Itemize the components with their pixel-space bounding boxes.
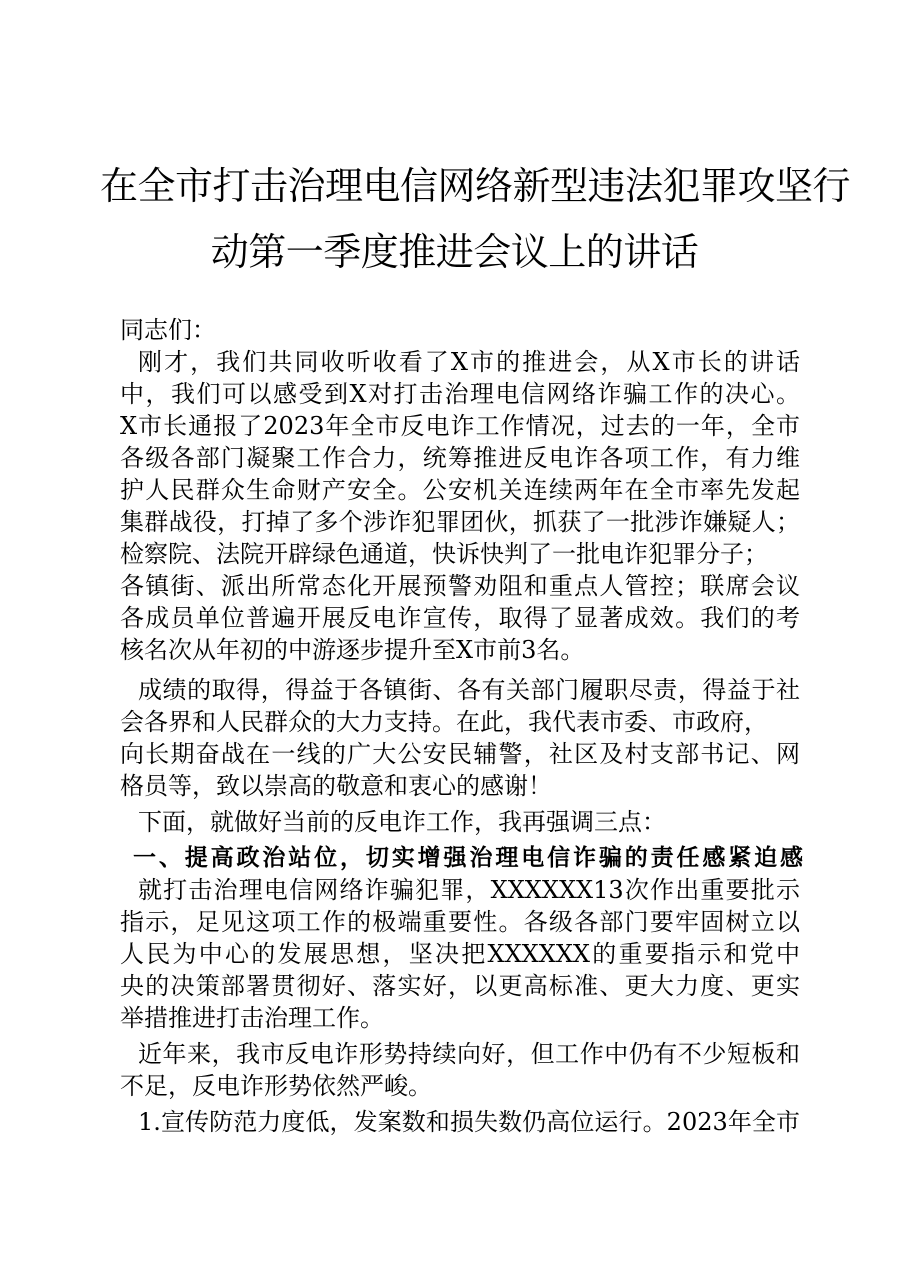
body-line: 下面，就做好当前的反电诈工作，我再强调三点： bbox=[138, 808, 666, 836]
body-line: 各级各部门凝聚工作合力，统筹推进反电诈各项工作，有力维 bbox=[120, 444, 800, 472]
body-line: 格员等，致以崇高的敬意和衷心的感谢！ bbox=[120, 772, 552, 800]
section-heading-1: 一、提高政治站位，切实增强治理电信诈骗的责任感紧迫感 bbox=[133, 845, 803, 871]
body-line: 护人民群众生命财产安全。公安机关连续两年在全市率先发起 bbox=[120, 476, 800, 504]
body-line: 中，我们可以感受到X对打击治理电信网络诈骗工作的决心。 bbox=[120, 380, 800, 408]
body-line: X市长通报了2023年全市反电诈工作情况，过去的一年，全市 bbox=[120, 412, 800, 440]
body-line: 各成员单位普遍开展反电诈宣传，取得了显著成效。我们的考 bbox=[120, 604, 800, 632]
body-line: 1.宣传防范力度低，发案数和损失数仍高位运行。2023年全市 bbox=[138, 1108, 800, 1136]
body-line: 各镇街、派出所常态化开展预警劝阻和重点人管控；联席会议 bbox=[120, 572, 800, 600]
body-line: 央的决策部署贯彻好、落实好，以更高标准、更大力度、更实 bbox=[120, 972, 800, 1000]
document-title-line-2: 动第一季度推进会议上的讲话 bbox=[210, 230, 699, 274]
body-line: 核名次从年初的中游逐步提升至X市前3名。 bbox=[120, 636, 585, 664]
body-line: 刚才，我们共同收听收看了X市的推进会，从X市长的讲话 bbox=[138, 348, 800, 376]
body-line: 检察院、法院开辟绿色通道，快诉快判了一批电诈犯罪分子； bbox=[120, 540, 768, 568]
body-line: 指示，足见这项工作的极端重要性。各级各部门要牢固树立以 bbox=[120, 908, 800, 936]
salutation: 同志们： bbox=[120, 316, 216, 344]
body-line: 不足，反电诈形势依然严峻。 bbox=[120, 1072, 432, 1100]
body-line: 近年来，我市反电诈形势持续向好，但工作中仍有不少短板和 bbox=[138, 1040, 800, 1068]
document-title-line-1: 在全市打击治理电信网络新型违法犯罪攻坚行 bbox=[100, 164, 851, 208]
body-line: 人民为中心的发展思想，坚决把XXXXXX的重要指示和党中 bbox=[120, 940, 800, 968]
body-line: 会各界和人民群众的大力支持。在此，我代表市委、市政府， bbox=[120, 708, 768, 736]
body-line: 向长期奋战在一线的广大公安民辅警，社区及村支部书记、网 bbox=[120, 740, 800, 768]
body-line: 举措推进打击治理工作。 bbox=[120, 1004, 384, 1032]
body-line: 就打击治理电信网络诈骗犯罪，XXXXXX13次作出重要批示 bbox=[138, 876, 800, 904]
body-line: 成绩的取得，得益于各镇街、各有关部门履职尽责，得益于社 bbox=[138, 676, 800, 704]
body-line: 集群战役，打掉了多个涉诈犯罪团伙，抓获了一批涉诈嫌疑人； bbox=[120, 508, 800, 536]
